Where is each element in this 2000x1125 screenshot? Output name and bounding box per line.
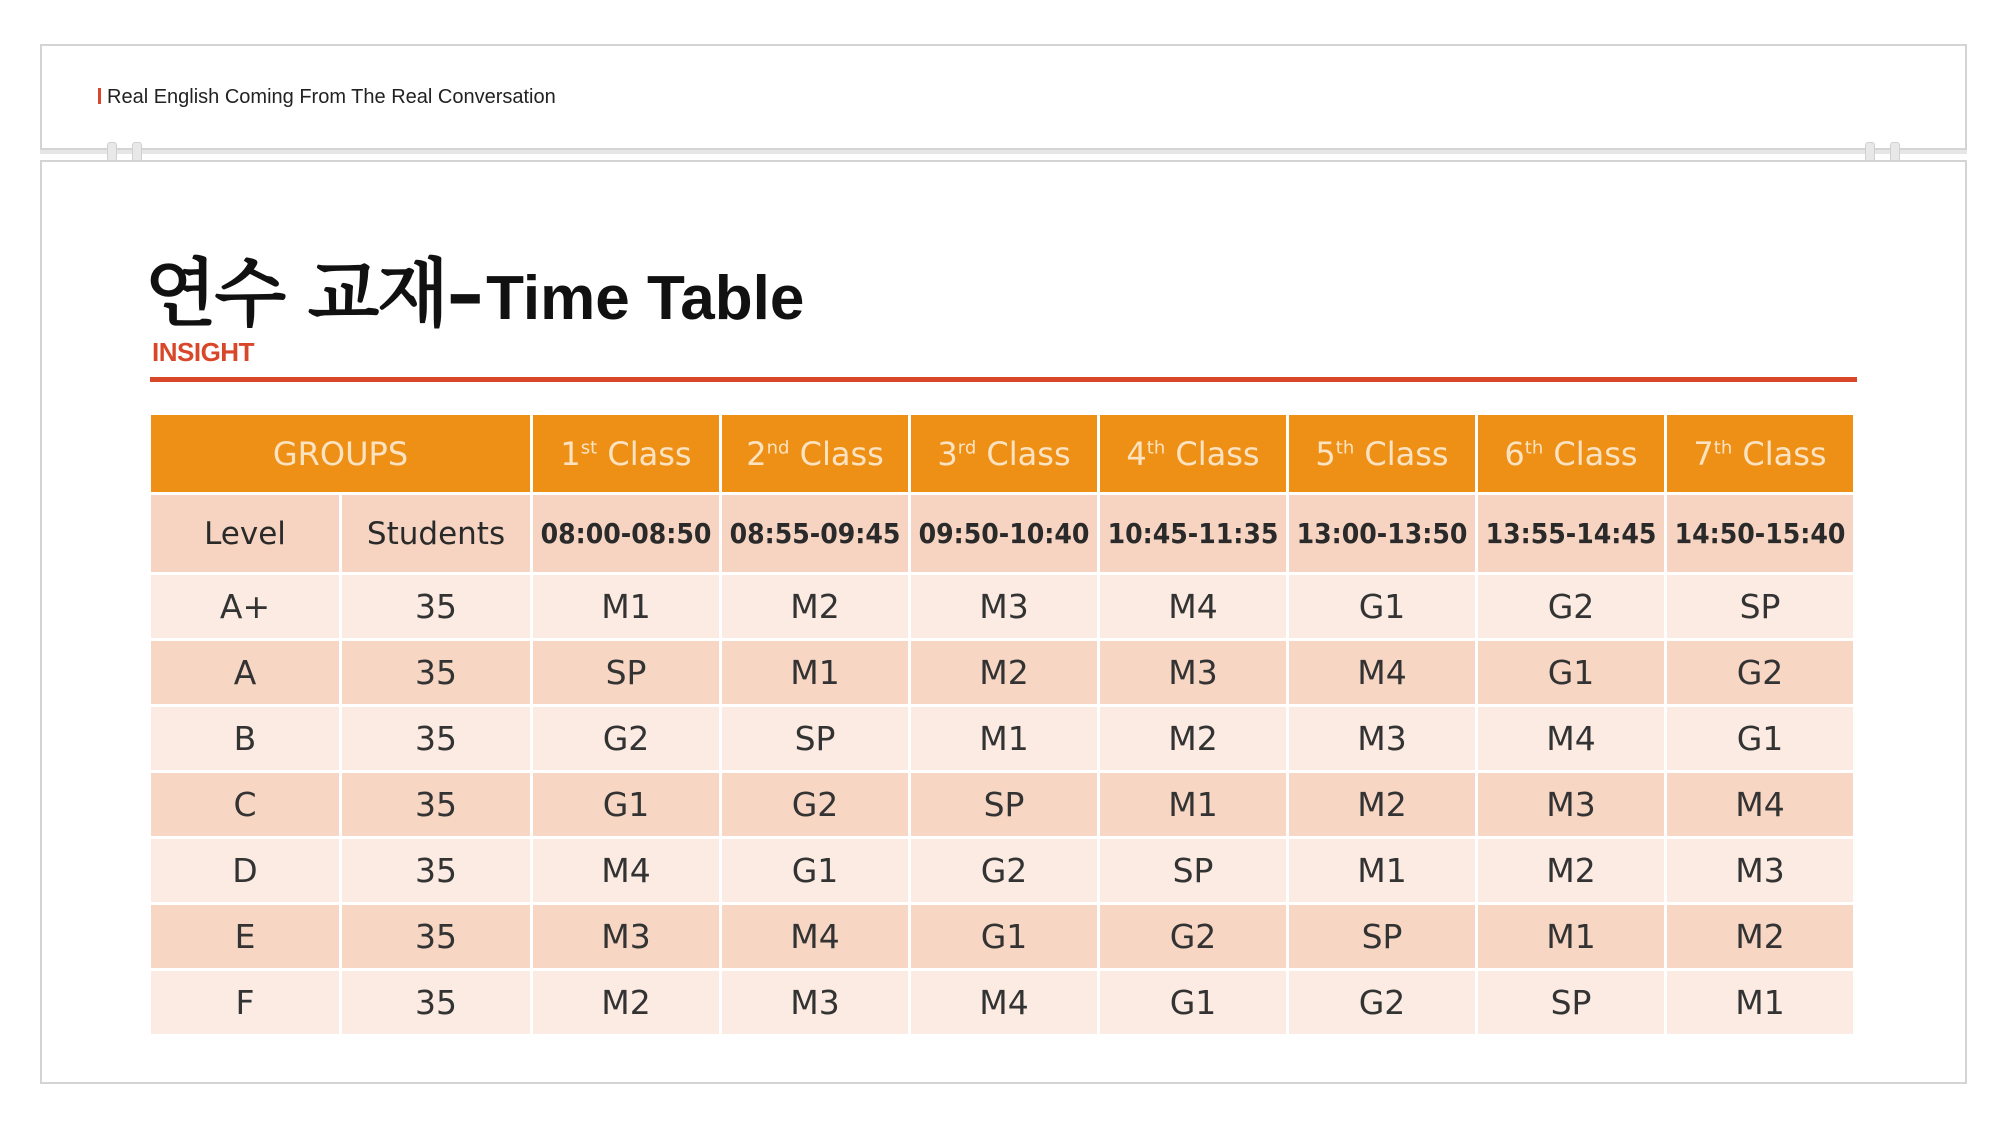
students-cell: 35 xyxy=(342,773,530,836)
class-ordinal: nd xyxy=(766,436,790,458)
class-header xyxy=(1667,415,1853,492)
class-cell: SP xyxy=(722,707,908,770)
table-row xyxy=(151,707,1853,770)
table-subheader-row xyxy=(151,495,1853,572)
class-cell: G1 xyxy=(722,839,908,902)
table-row xyxy=(151,773,1853,836)
tagline-text: Real English Coming From The Real Conversation xyxy=(107,86,556,108)
class-cell: M1 xyxy=(911,707,1097,770)
class-cell: M3 xyxy=(1478,773,1664,836)
class-cell: M3 xyxy=(1100,641,1286,704)
class-cell: M1 xyxy=(1289,839,1475,902)
class-cell: M2 xyxy=(533,971,719,1034)
level-cell: D xyxy=(151,839,339,902)
class-cell: G1 xyxy=(911,905,1097,968)
class-cell: M4 xyxy=(911,971,1097,1034)
class-ordinal: th xyxy=(1524,436,1544,458)
class-cell: M2 xyxy=(911,641,1097,704)
table-row xyxy=(151,575,1853,638)
class-cell: G2 xyxy=(911,839,1097,902)
class-cell: M1 xyxy=(1478,905,1664,968)
class-cell: M4 xyxy=(722,905,908,968)
class-cell: M4 xyxy=(1478,707,1664,770)
students-cell: 35 xyxy=(342,641,530,704)
table-header-row xyxy=(151,415,1853,492)
class-cell: G2 xyxy=(722,773,908,836)
students-cell: 35 xyxy=(342,971,530,1034)
class-cell: M3 xyxy=(1667,839,1853,902)
class-cell: M3 xyxy=(911,575,1097,638)
level-header: Level xyxy=(151,495,339,572)
class-cell: G2 xyxy=(1100,905,1286,968)
header-card xyxy=(40,44,1967,150)
class-ordinal: st xyxy=(580,436,598,458)
class-word: Class xyxy=(986,434,1071,473)
class-cell: G1 xyxy=(1289,575,1475,638)
divider xyxy=(40,150,1967,154)
title-underline xyxy=(150,377,1857,382)
class-word: Class xyxy=(607,434,692,473)
table-row xyxy=(151,641,1853,704)
tagline xyxy=(98,86,556,109)
class-cell: M4 xyxy=(1667,773,1853,836)
class-cell: SP xyxy=(911,773,1097,836)
class-cell: M1 xyxy=(722,641,908,704)
time-cell: 08:55-09:45 xyxy=(722,495,908,572)
class-cell: G2 xyxy=(1289,971,1475,1034)
title-korean: 연수 교재– xyxy=(145,251,482,337)
class-cell: SP xyxy=(1667,575,1853,638)
class-number: 2 xyxy=(746,434,767,473)
time-cell: 08:00-08:50 xyxy=(533,495,719,572)
class-number: 7 xyxy=(1693,434,1714,473)
class-number: 4 xyxy=(1126,434,1147,473)
class-header xyxy=(1100,415,1286,492)
time-cell: 10:45-11:35 xyxy=(1100,495,1286,572)
class-header xyxy=(1289,415,1475,492)
students-cell: 35 xyxy=(342,839,530,902)
class-cell: G2 xyxy=(533,707,719,770)
class-cell: SP xyxy=(533,641,719,704)
class-cell: M2 xyxy=(1478,839,1664,902)
class-cell: M1 xyxy=(1667,971,1853,1034)
class-word: Class xyxy=(1175,434,1260,473)
class-number: 6 xyxy=(1504,434,1525,473)
table-row xyxy=(151,971,1853,1034)
class-word: Class xyxy=(1553,434,1638,473)
class-cell: M4 xyxy=(1100,575,1286,638)
level-cell: F xyxy=(151,971,339,1034)
title-english: Time Table xyxy=(486,264,805,333)
class-cell: G1 xyxy=(1100,971,1286,1034)
level-cell: A xyxy=(151,641,339,704)
class-number: 5 xyxy=(1315,434,1336,473)
time-cell: 13:00-13:50 xyxy=(1289,495,1475,572)
class-cell: M2 xyxy=(1289,773,1475,836)
class-header xyxy=(911,415,1097,492)
level-cell: A+ xyxy=(151,575,339,638)
time-cell: 13:55-14:45 xyxy=(1478,495,1664,572)
class-ordinal: th xyxy=(1146,436,1166,458)
class-header xyxy=(1478,415,1664,492)
class-cell: G1 xyxy=(1667,707,1853,770)
groups-header: GROUPS xyxy=(151,415,530,492)
class-cell: M4 xyxy=(1289,641,1475,704)
page-title xyxy=(145,235,804,341)
students-cell: 35 xyxy=(342,905,530,968)
class-cell: M3 xyxy=(1289,707,1475,770)
class-number: 3 xyxy=(937,434,958,473)
class-cell: M2 xyxy=(1667,905,1853,968)
students-cell: 35 xyxy=(342,707,530,770)
section-label: INSIGHT xyxy=(152,337,254,367)
class-ordinal: rd xyxy=(957,436,977,458)
class-cell: M3 xyxy=(533,905,719,968)
class-header xyxy=(533,415,719,492)
class-ordinal: th xyxy=(1713,436,1733,458)
students-header: Students xyxy=(342,495,530,572)
class-cell: SP xyxy=(1289,905,1475,968)
time-cell: 09:50-10:40 xyxy=(911,495,1097,572)
class-cell: M3 xyxy=(722,971,908,1034)
level-cell: B xyxy=(151,707,339,770)
class-cell: G1 xyxy=(533,773,719,836)
class-word: Class xyxy=(1742,434,1827,473)
class-number: 1 xyxy=(560,434,581,473)
table-row xyxy=(151,839,1853,902)
class-cell: M4 xyxy=(533,839,719,902)
class-cell: SP xyxy=(1100,839,1286,902)
class-word: Class xyxy=(799,434,884,473)
level-cell: E xyxy=(151,905,339,968)
class-word: Class xyxy=(1364,434,1449,473)
time-table xyxy=(148,412,1856,1037)
students-cell: 35 xyxy=(342,575,530,638)
class-header xyxy=(722,415,908,492)
accent-bar xyxy=(98,88,101,104)
class-cell: G2 xyxy=(1667,641,1853,704)
class-cell: M2 xyxy=(1100,707,1286,770)
class-cell: G2 xyxy=(1478,575,1664,638)
class-cell: M1 xyxy=(533,575,719,638)
class-cell: M2 xyxy=(722,575,908,638)
class-ordinal: th xyxy=(1335,436,1355,458)
class-cell: G1 xyxy=(1478,641,1664,704)
table-row xyxy=(151,905,1853,968)
class-cell: SP xyxy=(1478,971,1664,1034)
time-cell: 14:50-15:40 xyxy=(1667,495,1853,572)
level-cell: C xyxy=(151,773,339,836)
class-cell: M1 xyxy=(1100,773,1286,836)
